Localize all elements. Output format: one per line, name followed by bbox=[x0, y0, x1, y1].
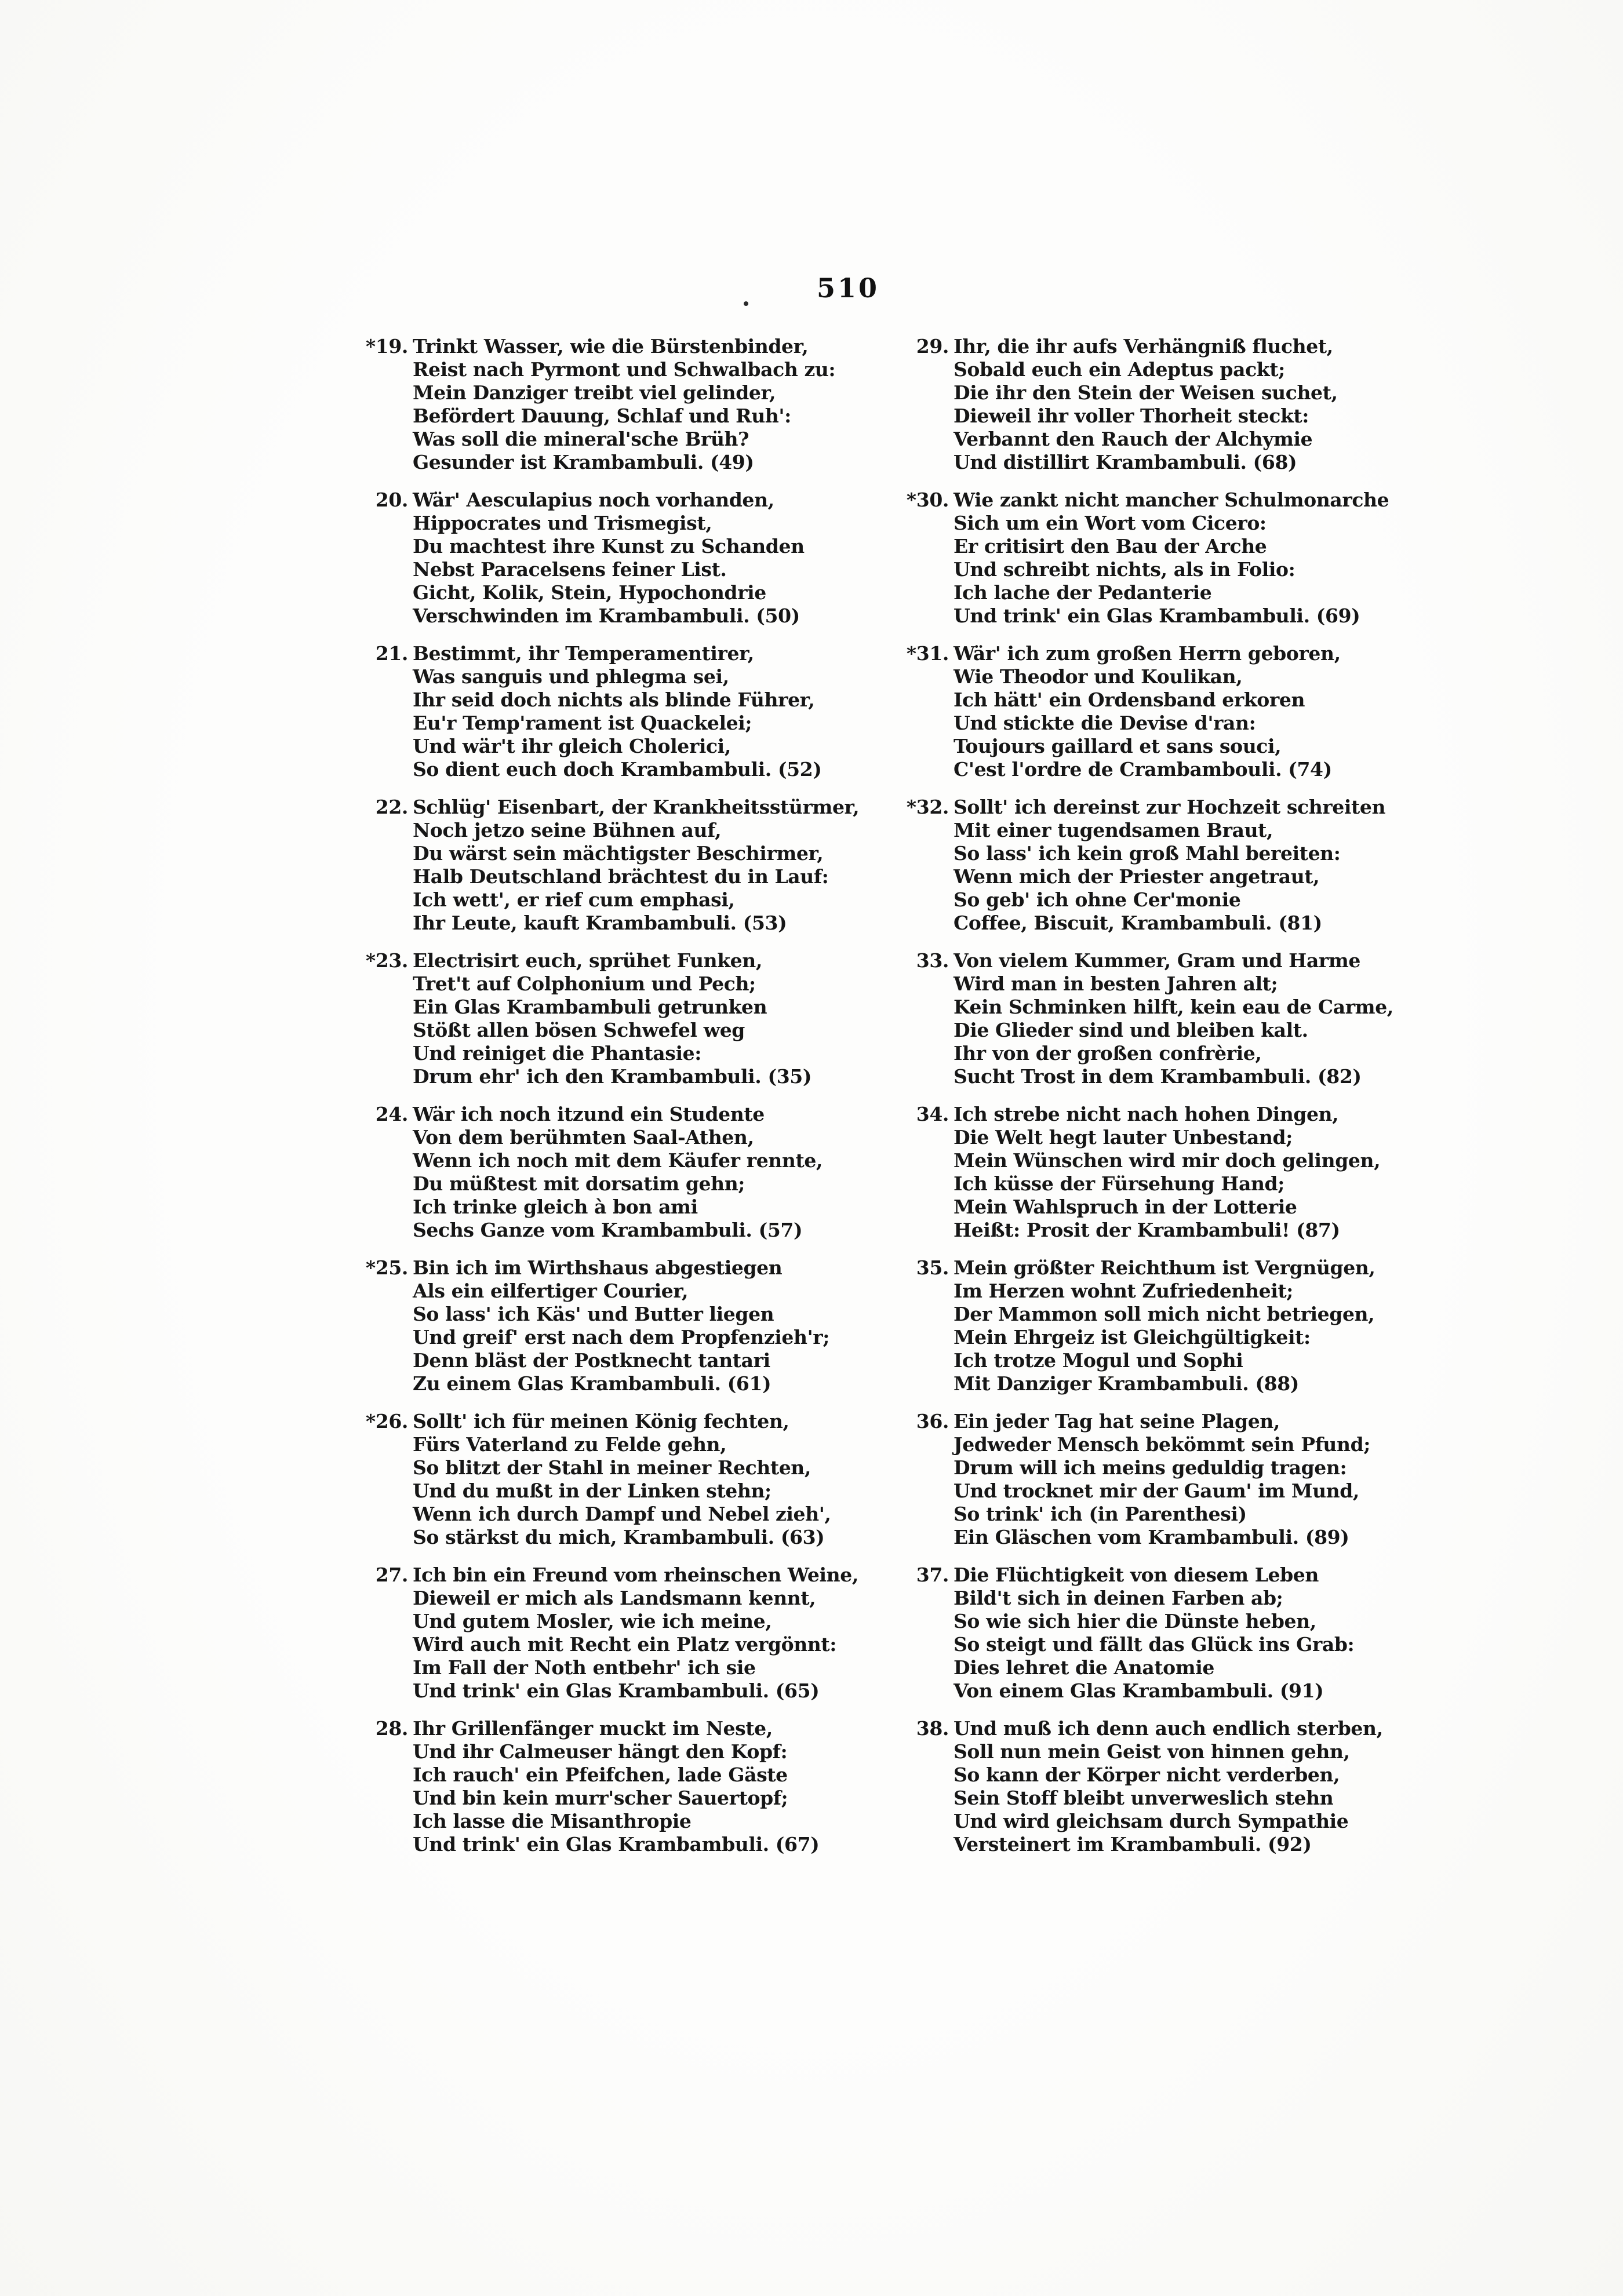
verse-line: Ich bin ein Freund vom rheinschen Weine, bbox=[413, 1564, 858, 1586]
verse-line: Wenn ich noch mit dem Käufer rennte, bbox=[413, 1149, 823, 1172]
verse-line: So kann der Körper nicht verderben, bbox=[954, 1763, 1340, 1786]
stanza-34 bbox=[896, 1103, 1417, 1242]
verse-line: Bestimmt, ihr Temperamentirer, bbox=[413, 642, 754, 665]
verse-line: Ich strebe nicht nach hohen Dingen, bbox=[954, 1103, 1339, 1125]
verse-line: Noch jetzo seine Bühnen auf, bbox=[413, 819, 722, 841]
stanza-number: 29. bbox=[916, 335, 949, 358]
stanza-number: *26. bbox=[365, 1410, 408, 1433]
verse-line: Verbannt den Rauch der Alchymie bbox=[954, 428, 1313, 450]
verse-line: Fürs Vaterland zu Felde gehn, bbox=[413, 1433, 727, 1456]
verse-line: So wie sich hier die Dünste heben, bbox=[954, 1610, 1316, 1632]
verse-line: Ich wett', er rief cum emphasi, bbox=[413, 888, 735, 911]
verse-line: Als ein eilfertiger Courier, bbox=[413, 1280, 689, 1302]
verse-line: Ein Gläschen vom Krambambuli. (89) bbox=[954, 1526, 1349, 1548]
stanza-number: 35. bbox=[916, 1256, 949, 1279]
verse-line: Und du mußt in der Linken stehn; bbox=[413, 1479, 772, 1502]
verse-line: Und trink' ein Glas Krambambuli. (67) bbox=[413, 1833, 820, 1856]
verse-line: Ihr, die ihr aufs Verhängniß fluchet, bbox=[954, 335, 1333, 358]
verse-line: Er critisirt den Bau der Arche bbox=[954, 535, 1267, 557]
verse-line: Zu einem Glas Krambambuli. (61) bbox=[413, 1372, 772, 1395]
verse-line: Schlüg' Eisenbart, der Krankheitsstürmer, bbox=[413, 796, 860, 818]
verse-line: Sechs Ganze vom Krambambuli. (57) bbox=[413, 1219, 803, 1241]
verse-line: Reist nach Pyrmont und Schwalbach zu: bbox=[413, 358, 836, 381]
verse-line: Und muß ich denn auch endlich sterben, bbox=[954, 1717, 1383, 1740]
verse-line: Wenn ich durch Dampf und Nebel zieh', bbox=[413, 1503, 831, 1525]
stanza-number: 33. bbox=[916, 949, 949, 972]
verse-line: Im Herzen wohnt Zufriedenheit; bbox=[954, 1280, 1293, 1302]
verse-line: Und trink' ein Glas Krambambuli. (65) bbox=[413, 1679, 820, 1702]
verse-line: So steigt und fällt das Glück ins Grab: bbox=[954, 1633, 1355, 1656]
page-number: 510 bbox=[816, 272, 880, 304]
verse-line: Halb Deutschland brächtest du in Lauf: bbox=[413, 865, 829, 888]
stanza-38 bbox=[896, 1717, 1417, 1856]
stanza-31 bbox=[896, 642, 1417, 781]
verse-line: Wär' ich zum großen Herrn geboren, bbox=[954, 642, 1341, 665]
verse-line: Bild't sich in deinen Farben ab; bbox=[954, 1587, 1283, 1609]
verse-line: Befördert Dauung, Schlaf und Ruh': bbox=[413, 404, 791, 427]
verse-line: Wird auch mit Recht ein Platz vergönnt: bbox=[413, 1633, 837, 1656]
verse-line: Du machtest ihre Kunst zu Schanden bbox=[413, 535, 805, 557]
verse-line: Wär' Aesculapius noch vorhanden, bbox=[413, 489, 774, 511]
stanza-number: *23. bbox=[365, 949, 408, 972]
stanza-22 bbox=[355, 796, 865, 935]
verse-line: Dies lehret die Anatomie bbox=[954, 1656, 1215, 1679]
verse-line: Die ihr den Stein der Weisen suchet, bbox=[954, 381, 1338, 404]
verse-line: Verschwinden im Krambambuli. (50) bbox=[413, 604, 800, 627]
verse-line: Von dem berühmten Saal-Athen, bbox=[413, 1126, 754, 1149]
verse-line: Bin ich im Wirthshaus abgestiegen bbox=[413, 1256, 783, 1279]
verse-line: Ihr seid doch nichts als blinde Führer, bbox=[413, 688, 815, 711]
verse-line: Du wärst sein mächtigster Beschirmer, bbox=[413, 842, 824, 865]
verse-line: So lass' ich kein groß Mahl bereiten: bbox=[954, 842, 1341, 865]
stanza-number: *25. bbox=[365, 1256, 408, 1279]
verse-line: Dieweil ihr voller Thorheit steckt: bbox=[954, 404, 1309, 427]
verse-line: Ich rauch' ein Pfeifchen, lade Gäste bbox=[413, 1763, 788, 1786]
verse-line: Sollt' ich dereinst zur Hochzeit schreiten bbox=[954, 796, 1386, 818]
verse-line: Ihr Leute, kauft Krambambuli. (53) bbox=[413, 912, 787, 934]
stanza-27 bbox=[355, 1564, 865, 1703]
stanza-36 bbox=[896, 1410, 1417, 1549]
verse-line: Wie zankt nicht mancher Schulmonarche bbox=[954, 489, 1389, 511]
verse-column-right bbox=[896, 335, 1417, 1871]
verse-line: Sucht Trost in dem Krambambuli. (82) bbox=[954, 1065, 1362, 1088]
stanza-number: 28. bbox=[375, 1717, 408, 1740]
stanza-number: 20. bbox=[375, 489, 408, 511]
verse-line: Und wird gleichsam durch Sympathie bbox=[954, 1810, 1349, 1832]
stanza-21 bbox=[355, 642, 865, 781]
stanza-23 bbox=[355, 949, 865, 1088]
verse-line: Und bin kein murr'scher Sauertopf; bbox=[413, 1787, 788, 1809]
verse-line: Ein jeder Tag hat seine Plagen, bbox=[954, 1410, 1280, 1433]
stanza-19 bbox=[355, 335, 865, 474]
verse-line: Und schreibt nichts, als in Folio: bbox=[954, 558, 1296, 581]
verse-line: Soll nun mein Geist von hinnen gehn, bbox=[954, 1740, 1350, 1763]
verse-line: Von einem Glas Krambambuli. (91) bbox=[954, 1679, 1324, 1702]
verse-line: Wie Theodor und Koulikan, bbox=[954, 665, 1243, 688]
stanza-29 bbox=[896, 335, 1417, 474]
stanza-number: *31. bbox=[906, 642, 949, 665]
verse-line: Und trocknet mir der Gaum' im Mund, bbox=[954, 1479, 1360, 1502]
stanza-number: *19. bbox=[365, 335, 408, 358]
verse-line: Gicht, Kolik, Stein, Hypochondrie bbox=[413, 581, 766, 604]
verse-line: Nebst Paracelsens feiner List. bbox=[413, 558, 727, 581]
verse-line: Dieweil er mich als Landsmann kennt, bbox=[413, 1587, 816, 1609]
verse-line: So dient euch doch Krambambuli. (52) bbox=[413, 758, 822, 781]
verse-line: Mit einer tugendsamen Braut, bbox=[954, 819, 1273, 841]
verse-line: Jedweder Mensch bekömmt sein Pfund; bbox=[954, 1433, 1371, 1456]
verse-line: Sollt' ich für meinen König fechten, bbox=[413, 1410, 789, 1433]
verse-line: Von vielem Kummer, Gram und Harme bbox=[954, 949, 1361, 972]
stanza-24 bbox=[355, 1103, 865, 1242]
verse-line: Electrisirt euch, sprühet Funken, bbox=[413, 949, 762, 972]
verse-line: So blitzt der Stahl in meiner Rechten, bbox=[413, 1456, 811, 1479]
verse-line: Trinkt Wasser, wie die Bürstenbinder, bbox=[413, 335, 809, 358]
verse-line: Ich lache der Pedanterie bbox=[954, 581, 1212, 604]
verse-line: Die Flüchtigkeit von diesem Leben bbox=[954, 1564, 1319, 1586]
stanza-26 bbox=[355, 1410, 865, 1549]
verse-line: Und greif' erst nach dem Propfenzieh'r; bbox=[413, 1326, 830, 1349]
verse-line: Und ihr Calmeuser hängt den Kopf: bbox=[413, 1740, 788, 1763]
verse-line: Sich um ein Wort vom Cicero: bbox=[954, 512, 1267, 534]
verse-line: Mein Wahlspruch in der Lotterie bbox=[954, 1196, 1297, 1218]
verse-line: Versteinert im Krambambuli. (92) bbox=[954, 1833, 1312, 1856]
stanza-number: 22. bbox=[375, 796, 408, 818]
verse-line: Mein Danziger treibt viel gelinder, bbox=[413, 381, 776, 404]
stanza-number: *30. bbox=[906, 489, 949, 511]
verse-line: Mein größter Reichthum ist Vergnügen, bbox=[954, 1256, 1375, 1279]
verse-line: So stärkst du mich, Krambambuli. (63) bbox=[413, 1526, 825, 1548]
verse-line: Hippocrates und Trismegist, bbox=[413, 512, 712, 534]
verse-line: Drum ehr' ich den Krambambuli. (35) bbox=[413, 1065, 812, 1088]
verse-line: Ein Glas Krambambuli getrunken bbox=[413, 996, 767, 1018]
verse-line: C'est l'ordre de Crambambouli. (74) bbox=[954, 758, 1332, 781]
verse-line: Kein Schminken hilft, kein eau de Carme, bbox=[954, 996, 1393, 1018]
ink-speck bbox=[744, 301, 748, 306]
stanza-number: *32. bbox=[906, 796, 949, 818]
verse-line: Und distillirt Krambambuli. (68) bbox=[954, 451, 1297, 473]
verse-line: Tret't auf Colphonium und Pech; bbox=[413, 972, 756, 995]
verse-line: Ihr von der großen confrèrie, bbox=[954, 1042, 1262, 1065]
verse-line: Heißt: Prosit der Krambambuli! (87) bbox=[954, 1219, 1340, 1241]
verse-line: Ich trinke gleich à bon ami bbox=[413, 1196, 698, 1218]
stanza-28 bbox=[355, 1717, 865, 1856]
verse-line: Du müßtest mit dorsatim gehn; bbox=[413, 1172, 745, 1195]
stanza-number: 34. bbox=[916, 1103, 949, 1125]
verse-line: Ich trotze Mogul und Sophi bbox=[954, 1349, 1243, 1372]
stanza-number: 27. bbox=[375, 1564, 408, 1586]
stanza-32 bbox=[896, 796, 1417, 935]
verse-line: So trink' ich (in Parenthesi) bbox=[954, 1503, 1247, 1525]
verse-line: Was soll die mineral'sche Brüh? bbox=[413, 428, 749, 450]
stanza-20 bbox=[355, 489, 865, 628]
verse-line: Eu'r Temp'rament ist Quackelei; bbox=[413, 712, 752, 734]
verse-line: Drum will ich meins geduldig tragen: bbox=[954, 1456, 1347, 1479]
verse-line: Gesunder ist Krambambuli. (49) bbox=[413, 451, 754, 473]
verse-line: Und trink' ein Glas Krambambuli. (69) bbox=[954, 604, 1360, 627]
verse-line: Was sanguis und phlegma sei, bbox=[413, 665, 729, 688]
verse-line: Und stickte die Devise d'ran: bbox=[954, 712, 1256, 734]
verse-line: So lass' ich Käs' und Butter liegen bbox=[413, 1303, 774, 1325]
verse-line: Mein Wünschen wird mir doch gelingen, bbox=[954, 1149, 1381, 1172]
verse-line: Sein Stoff bleibt unverweslich stehn bbox=[954, 1787, 1334, 1809]
verse-line: Denn bläst der Postknecht tantari bbox=[413, 1349, 770, 1372]
verse-line: Wenn mich der Priester angetraut, bbox=[954, 865, 1320, 888]
verse-line: Die Glieder sind und bleiben kalt. bbox=[954, 1019, 1308, 1041]
verse-line: Wär ich noch itzund ein Studente bbox=[413, 1103, 765, 1125]
verse-line: So geb' ich ohne Cer'monie bbox=[954, 888, 1241, 911]
verse-line: Coffee, Biscuit, Krambambuli. (81) bbox=[954, 912, 1322, 934]
stanza-33 bbox=[896, 949, 1417, 1088]
verse-line: Mit Danziger Krambambuli. (88) bbox=[954, 1372, 1300, 1395]
stanza-number: 24. bbox=[375, 1103, 408, 1125]
stanza-number: 37. bbox=[916, 1564, 949, 1586]
verse-line: Toujours gaillard et sans souci, bbox=[954, 735, 1282, 757]
verse-line: Der Mammon soll mich nicht betriegen, bbox=[954, 1303, 1375, 1325]
verse-line: Im Fall der Noth entbehr' ich sie bbox=[413, 1656, 756, 1679]
verse-line: Ich küsse der Fürsehung Hand; bbox=[954, 1172, 1285, 1195]
verse-line: Ich hätt' ein Ordensband erkoren bbox=[954, 688, 1305, 711]
verse-line: Wird man in besten Jahren alt; bbox=[954, 972, 1278, 995]
verse-line: Und reiniget die Phantasie: bbox=[413, 1042, 701, 1065]
stanza-number: 36. bbox=[916, 1410, 949, 1433]
stanza-25 bbox=[355, 1256, 865, 1395]
stanza-number: 21. bbox=[375, 642, 408, 665]
stanza-number: 38. bbox=[916, 1717, 949, 1740]
stanza-37 bbox=[896, 1564, 1417, 1703]
stanza-35 bbox=[896, 1256, 1417, 1395]
stanza-30 bbox=[896, 489, 1417, 628]
verse-line: Stößt allen bösen Schwefel weg bbox=[413, 1019, 745, 1041]
verse-line: Mein Ehrgeiz ist Gleichgültigkeit: bbox=[954, 1326, 1311, 1349]
verse-line: Die Welt hegt lauter Unbestand; bbox=[954, 1126, 1293, 1149]
verse-line: Und gutem Mosler, wie ich meine, bbox=[413, 1610, 772, 1632]
verse-line: Und wär't ihr gleich Cholerici, bbox=[413, 735, 731, 757]
verse-line: Sobald euch ein Adeptus packt; bbox=[954, 358, 1285, 381]
verse-line: Ich lasse die Misanthropie bbox=[413, 1810, 692, 1832]
verse-line: Ihr Grillenfänger muckt im Neste, bbox=[413, 1717, 773, 1740]
verse-column-left bbox=[355, 335, 865, 1871]
